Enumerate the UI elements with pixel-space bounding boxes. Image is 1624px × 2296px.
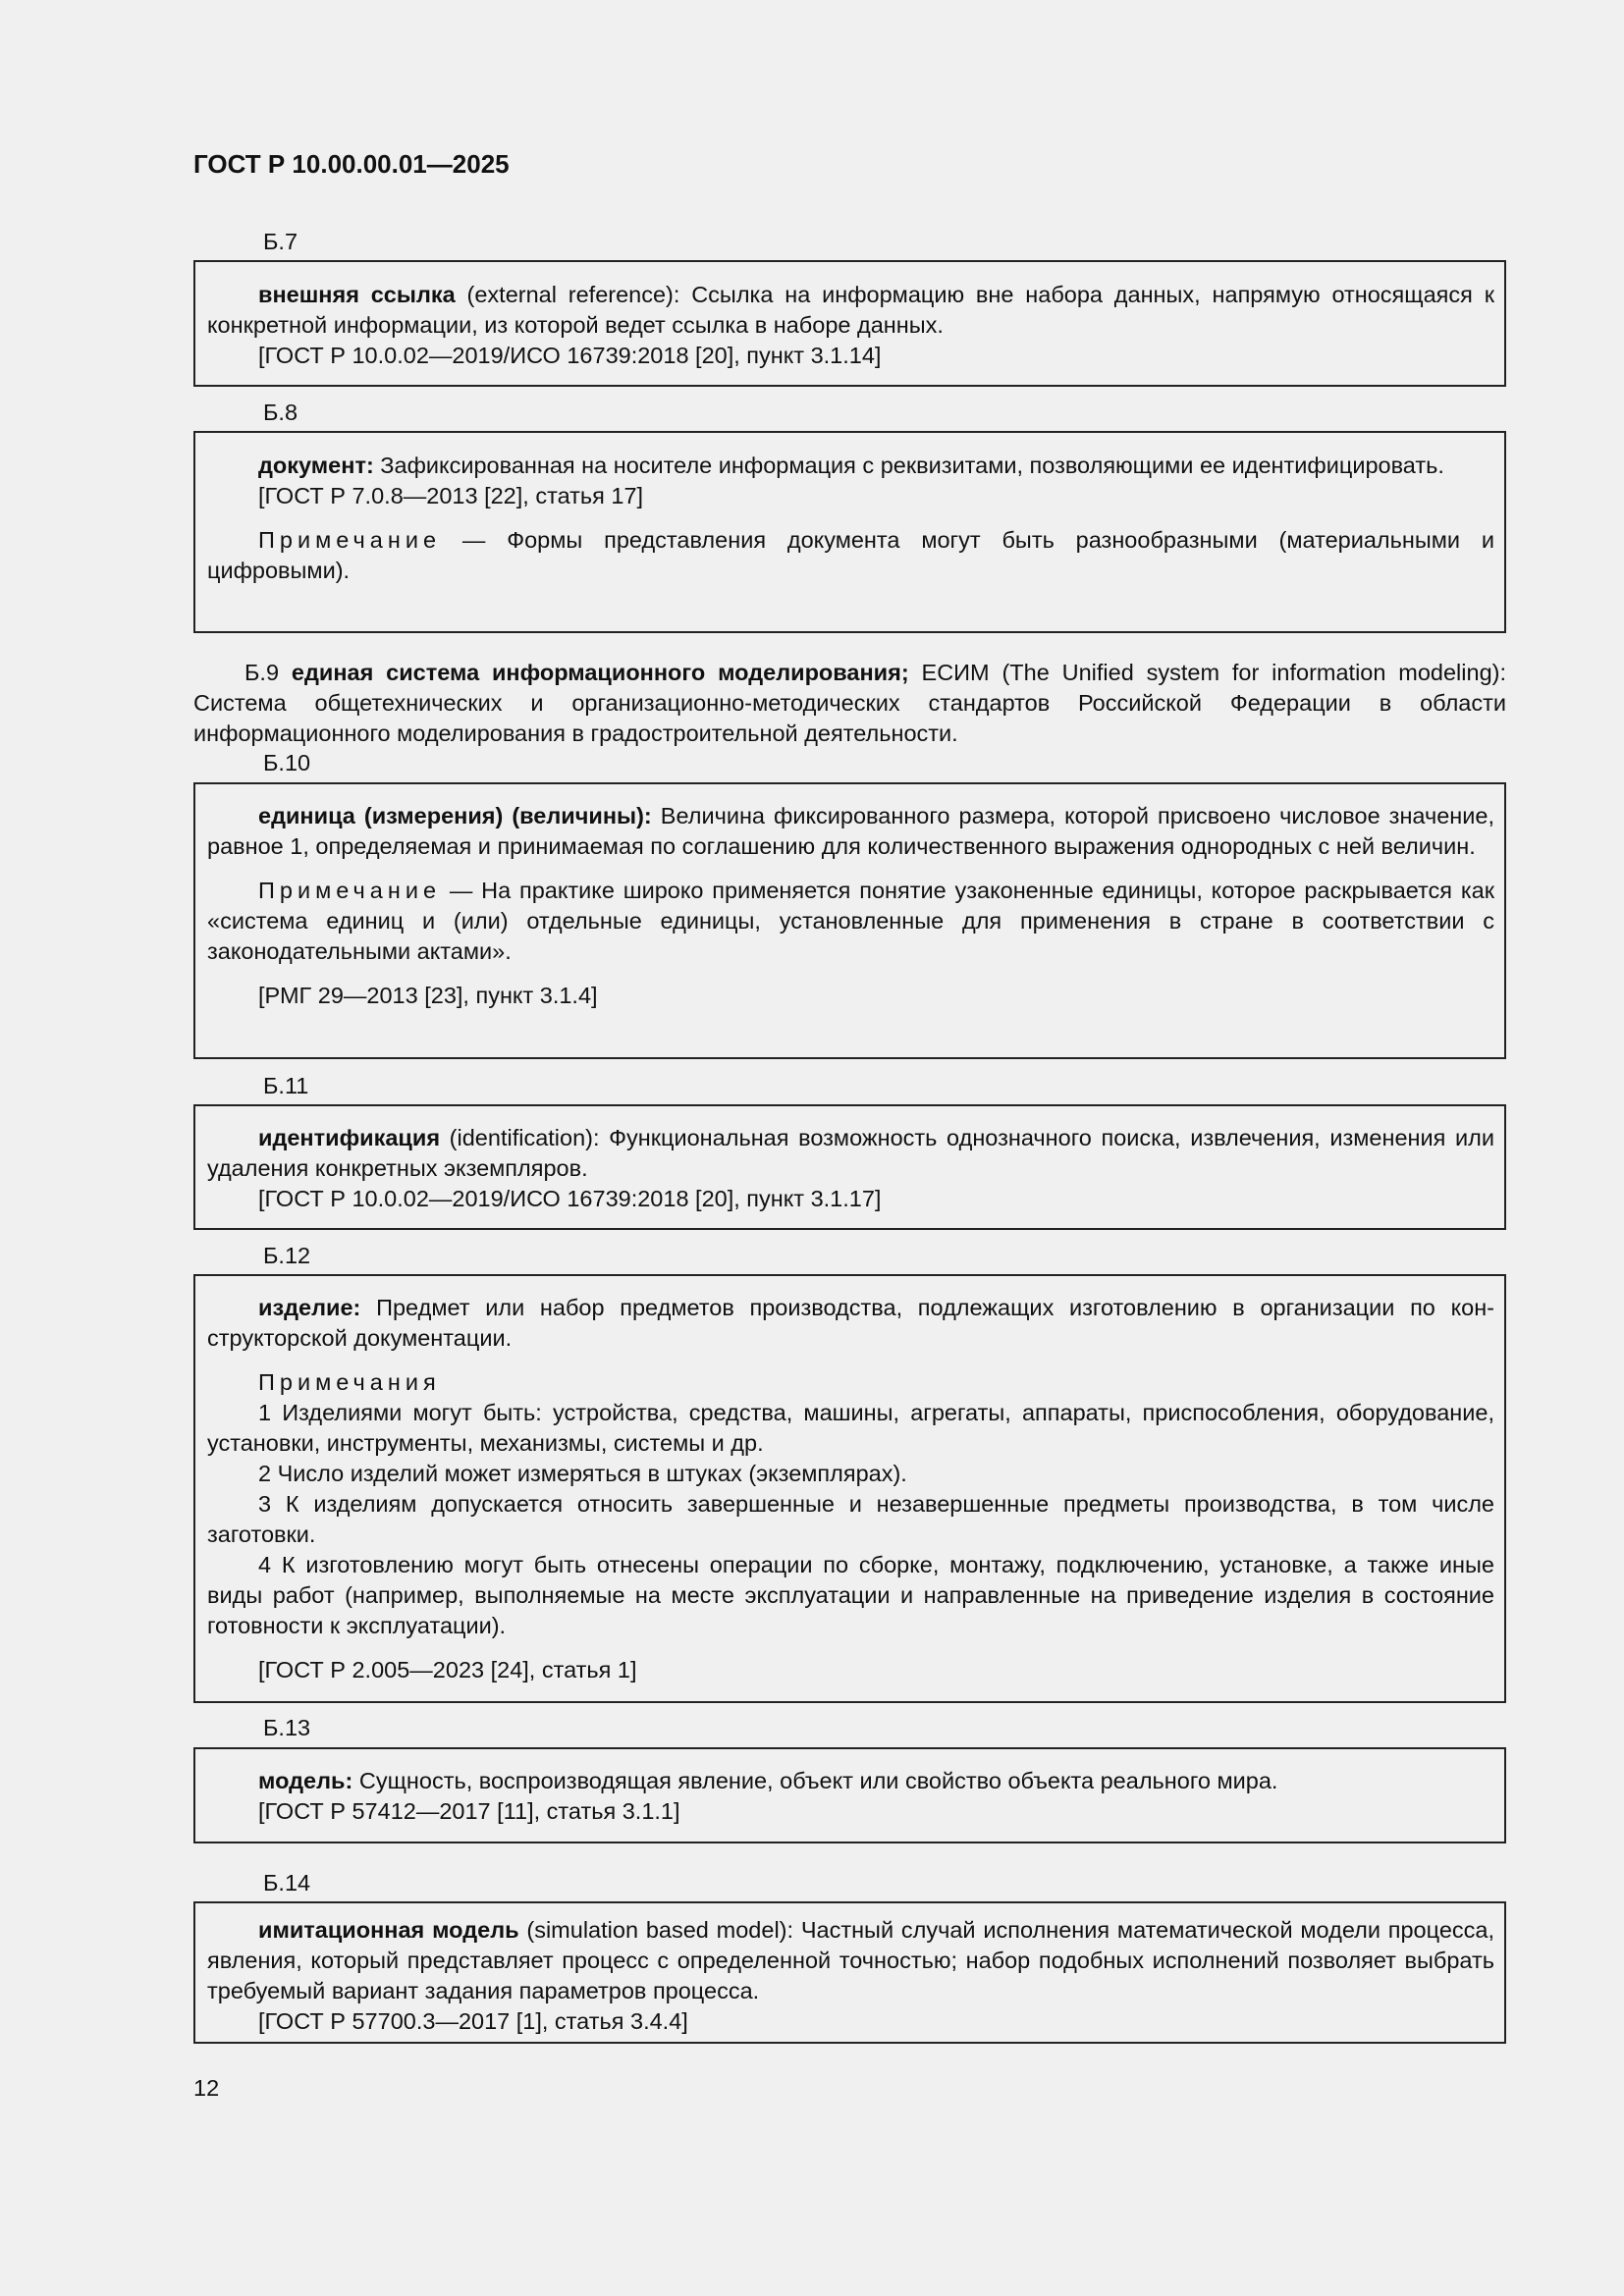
term: внешняя ссылка bbox=[258, 282, 456, 307]
note-text: — На практике широко применяется понятие узаконенные единицы, которое раскрывается как «система единиц и (или) отдельные единицы, установленные для применения в стране в соответствии с законодательными актами». bbox=[207, 878, 1494, 964]
note-item: 1 Изделиями могут быть: устройства, средства, машины, агрегаты, аппараты, приспособления, оборудование, установки, инструменты, механизмы, системы и др. bbox=[207, 1400, 1494, 1456]
entry-number: Б.9 bbox=[244, 660, 280, 685]
term-source: [ГОСТ Р 57700.3—2017 [1], статья 3.4.4] bbox=[258, 2008, 688, 2034]
term-box bbox=[193, 431, 1506, 633]
note-item: 2 Число изделий может измеряться в штуках (экземплярах). bbox=[258, 1461, 907, 1486]
definition-text: (simulation based model): Частный случай исполнения математической модели процесса, явления, который представляет процесс с определенной точностью; набор подобных исполнений позволяет выбрать требуемый вариант задания параметров процесса. bbox=[207, 1917, 1494, 2003]
term: изделие: bbox=[258, 1295, 361, 1320]
term-definition bbox=[207, 1123, 1494, 1184]
entry-number: Б.11 bbox=[263, 1073, 309, 1098]
entry-number: Б.8 bbox=[263, 400, 298, 425]
term-definition bbox=[207, 1766, 1494, 1796]
note-item: 3 К изделиям допускается относить завершенные и незавершенные предметы производства, в том числе заготовки. bbox=[207, 1491, 1494, 1547]
document-header: ГОСТ Р 10.00.00.01—2025 bbox=[193, 149, 510, 179]
term-source: [ГОСТ Р 7.0.8—2013 [22], статья 17] bbox=[258, 483, 644, 508]
term-definition bbox=[207, 280, 1494, 341]
entry-number: Б.10 bbox=[263, 750, 311, 775]
definition-text: Предмет или набор предметов производства, подлежащих изготовлению в организации по конструкторской документации. bbox=[207, 1295, 1494, 1351]
definition-text: Сущность, воспроизводящая явление, объект или свойство объекта реального мира. bbox=[352, 1768, 1278, 1793]
entry-number: Б.7 bbox=[263, 229, 298, 254]
definition-text: (identification): Функциональная возможность однозначного поиска, извлечения, изменения или удаления конкретных экземпляров. bbox=[207, 1125, 1494, 1181]
term-note bbox=[207, 525, 1494, 586]
notes-label: Примечания bbox=[258, 1369, 441, 1395]
note-item: 4 К изготовлению могут быть отнесены операции по сборке, монтажу, подключению, установке, а также иные виды работ (например, выполняемые на месте эксплуатации и направленные на приведение изделия в состояние готовности к эксплуатации). bbox=[207, 1552, 1494, 1638]
page-number: 12 bbox=[193, 2075, 220, 2101]
term-definition bbox=[207, 801, 1494, 862]
term: единая система информационного моделирования; bbox=[291, 660, 909, 685]
term-box bbox=[193, 1104, 1506, 1230]
definition-text: ЕСИМ (The Unified system for information modeling): Система общетехнических и организационно-методических стандартов Российской Федерации в области информационного моделирования в градостроительной деятельности. bbox=[193, 660, 1506, 746]
entry-number: Б.12 bbox=[263, 1243, 311, 1268]
note-text: — Формы представления документа могут быть разнообразными (материальными и цифровыми). bbox=[207, 527, 1494, 583]
term-definition bbox=[207, 1293, 1494, 1354]
term-definition bbox=[193, 658, 1506, 749]
term-box bbox=[193, 782, 1506, 1059]
definition-text: (external reference): Ссылка на информацию вне набора данных, напрямую относящаяся к конкретной информации, из которой ведет ссылка в наборе данных. bbox=[207, 282, 1494, 338]
term: идентификация bbox=[258, 1125, 441, 1150]
term: модель: bbox=[258, 1768, 353, 1793]
definition-text: Зафиксированная на носителе информация с реквизитами, позволяющими ее идентифицировать. bbox=[373, 453, 1444, 478]
term-definition bbox=[207, 1915, 1494, 2006]
term-definition bbox=[207, 451, 1494, 481]
term-box bbox=[193, 1901, 1506, 2044]
term-box bbox=[193, 1747, 1506, 1843]
term: единица (измерения) (величины): bbox=[258, 803, 652, 828]
term: документ: bbox=[258, 453, 374, 478]
term-source: [РМГ 29—2013 [23], пункт 3.1.4] bbox=[258, 983, 598, 1008]
entry-number: Б.13 bbox=[263, 1715, 311, 1740]
note-label: Примечание bbox=[258, 527, 442, 553]
term-box bbox=[193, 260, 1506, 387]
term-source: [ГОСТ Р 10.0.02—2019/ИСО 16739:2018 [20], пункт 3.1.14] bbox=[258, 343, 882, 368]
definition-text: Величина фиксированного размера, которой присвоено числовое значение, равное 1, определяемая и принимаемая по соглашению для количественного выражения однородных с ней величин. bbox=[207, 803, 1494, 859]
term: имитационная модель bbox=[258, 1917, 519, 1943]
term-source: [ГОСТ Р 57412—2017 [11], статья 3.1.1] bbox=[258, 1798, 680, 1824]
term-box bbox=[193, 1274, 1506, 1703]
term-source: [ГОСТ Р 2.005—2023 [24], статья 1] bbox=[258, 1657, 637, 1682]
term-source: [ГОСТ Р 10.0.02—2019/ИСО 16739:2018 [20], пункт 3.1.17] bbox=[258, 1186, 882, 1211]
term-note bbox=[207, 876, 1494, 967]
note-label: Примечание bbox=[258, 878, 442, 903]
entry-number: Б.14 bbox=[263, 1870, 311, 1896]
